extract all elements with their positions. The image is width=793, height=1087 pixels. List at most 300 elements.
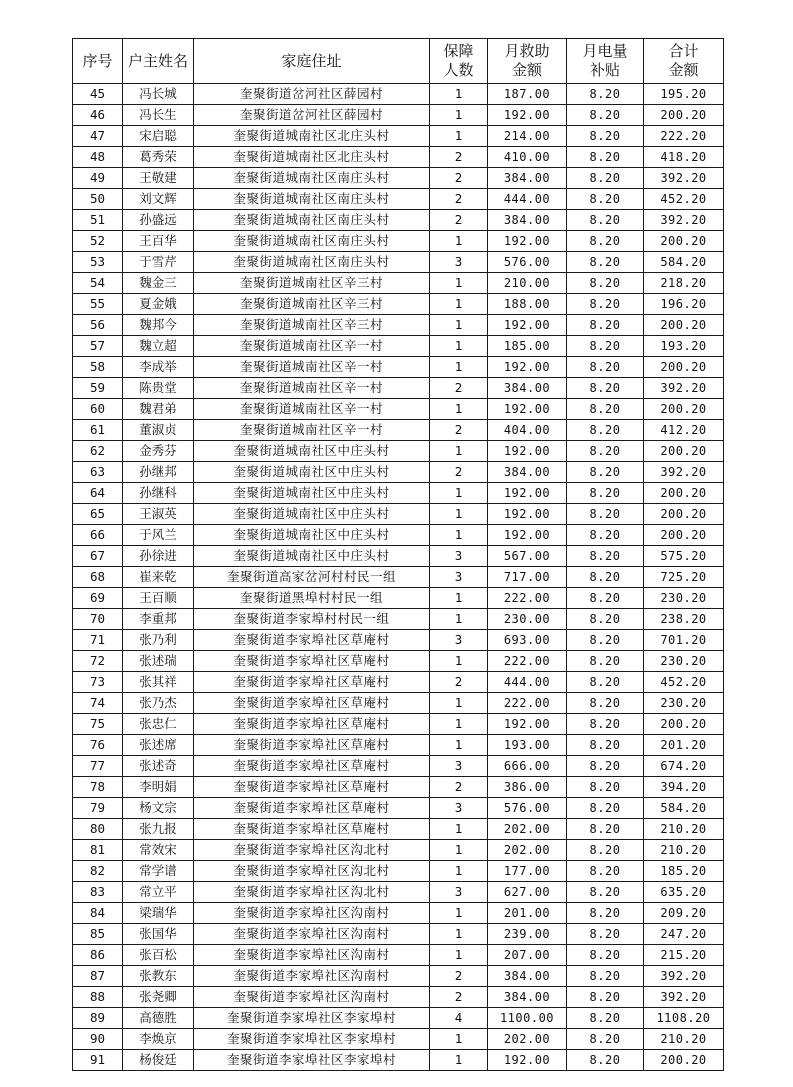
cell-aid: 384.00 [488, 210, 567, 231]
cell-aid: 192.00 [488, 1050, 567, 1071]
cell-name: 孙继科 [123, 483, 194, 504]
table-row [73, 483, 724, 504]
cell-aid: 202.00 [488, 1029, 567, 1050]
cell-electric: 8.20 [567, 567, 644, 588]
cell-persons: 1 [430, 105, 488, 126]
cell-name: 葛秀荣 [123, 147, 194, 168]
cell-address: 奎聚街道李家埠社区草庵村 [194, 672, 430, 693]
cell-electric: 8.20 [567, 693, 644, 714]
cell-persons: 1 [430, 315, 488, 336]
cell-address: 奎聚街道城南社区中庄头村 [194, 504, 430, 525]
table-row [73, 378, 724, 399]
cell-total: 575.20 [644, 546, 724, 567]
table-row [73, 966, 724, 987]
cell-electric: 8.20 [567, 441, 644, 462]
cell-persons: 2 [430, 210, 488, 231]
cell-aid: 444.00 [488, 672, 567, 693]
cell-aid: 404.00 [488, 420, 567, 441]
cell-persons: 2 [430, 147, 488, 168]
cell-electric: 8.20 [567, 777, 644, 798]
cell-address: 奎聚街道城南社区辛三村 [194, 315, 430, 336]
cell-seq: 86 [73, 945, 123, 966]
cell-total: 196.20 [644, 294, 724, 315]
cell-total: 674.20 [644, 756, 724, 777]
cell-total: 200.20 [644, 357, 724, 378]
cell-name: 于风兰 [123, 525, 194, 546]
cell-persons: 3 [430, 546, 488, 567]
cell-persons: 1 [430, 273, 488, 294]
cell-address: 奎聚街道李家埠村村民一组 [194, 609, 430, 630]
table-row [73, 630, 724, 651]
cell-seq: 62 [73, 441, 123, 462]
cell-total: 247.20 [644, 924, 724, 945]
table-row [73, 105, 724, 126]
cell-name: 杨文宗 [123, 798, 194, 819]
table-row [73, 987, 724, 1008]
cell-electric: 8.20 [567, 189, 644, 210]
cell-electric: 8.20 [567, 483, 644, 504]
table-row [73, 1050, 724, 1071]
cell-persons: 3 [430, 756, 488, 777]
cell-aid: 214.00 [488, 126, 567, 147]
cell-address: 奎聚街道城南社区辛一村 [194, 357, 430, 378]
cell-total: 218.20 [644, 273, 724, 294]
table-row [73, 210, 724, 231]
table-row [73, 651, 724, 672]
cell-aid: 666.00 [488, 756, 567, 777]
cell-electric: 8.20 [567, 966, 644, 987]
cell-electric: 8.20 [567, 420, 644, 441]
table-row [73, 399, 724, 420]
table-row [73, 756, 724, 777]
header-address: 家庭住址 [194, 39, 430, 84]
cell-electric: 8.20 [567, 819, 644, 840]
table-row [73, 777, 724, 798]
cell-electric: 8.20 [567, 357, 644, 378]
cell-seq: 87 [73, 966, 123, 987]
cell-total: 230.20 [644, 588, 724, 609]
cell-total: 418.20 [644, 147, 724, 168]
cell-address: 奎聚街道城南社区南庄头村 [194, 252, 430, 273]
cell-address: 奎聚街道城南社区中庄头村 [194, 525, 430, 546]
cell-name: 张尧卿 [123, 987, 194, 1008]
cell-seq: 78 [73, 777, 123, 798]
cell-total: 230.20 [644, 693, 724, 714]
cell-total: 1108.20 [644, 1008, 724, 1029]
cell-total: 210.20 [644, 840, 724, 861]
cell-name: 董淑贞 [123, 420, 194, 441]
cell-name: 陈贵堂 [123, 378, 194, 399]
cell-address: 奎聚街道李家埠社区草庵村 [194, 798, 430, 819]
cell-total: 394.20 [644, 777, 724, 798]
cell-address: 奎聚街道李家埠社区草庵村 [194, 630, 430, 651]
cell-name: 魏立超 [123, 336, 194, 357]
cell-total: 392.20 [644, 987, 724, 1008]
cell-name: 李焕京 [123, 1029, 194, 1050]
cell-aid: 386.00 [488, 777, 567, 798]
cell-address: 奎聚街道岔河社区薛园村 [194, 84, 430, 105]
table-row [73, 273, 724, 294]
cell-electric: 8.20 [567, 147, 644, 168]
cell-address: 奎聚街道岔河社区薛园村 [194, 105, 430, 126]
cell-total: 635.20 [644, 882, 724, 903]
cell-aid: 185.00 [488, 336, 567, 357]
cell-name: 魏君弟 [123, 399, 194, 420]
cell-seq: 48 [73, 147, 123, 168]
cell-persons: 1 [430, 525, 488, 546]
cell-seq: 76 [73, 735, 123, 756]
cell-aid: 192.00 [488, 441, 567, 462]
cell-persons: 3 [430, 252, 488, 273]
cell-name: 张九报 [123, 819, 194, 840]
cell-electric: 8.20 [567, 588, 644, 609]
table-row [73, 84, 724, 105]
cell-name: 冯长城 [123, 84, 194, 105]
cell-address: 奎聚街道城南社区辛三村 [194, 294, 430, 315]
cell-electric: 8.20 [567, 672, 644, 693]
cell-address: 奎聚街道李家埠社区草庵村 [194, 735, 430, 756]
cell-address: 奎聚街道李家埠社区沟南村 [194, 945, 430, 966]
cell-seq: 84 [73, 903, 123, 924]
cell-aid: 222.00 [488, 693, 567, 714]
cell-persons: 3 [430, 630, 488, 651]
cell-persons: 1 [430, 819, 488, 840]
cell-persons: 1 [430, 441, 488, 462]
cell-name: 冯长生 [123, 105, 194, 126]
header-total: 合计 金额 [644, 39, 724, 84]
cell-name: 魏邦今 [123, 315, 194, 336]
cell-name: 宋启聪 [123, 126, 194, 147]
cell-persons: 4 [430, 1008, 488, 1029]
cell-electric: 8.20 [567, 252, 644, 273]
cell-electric: 8.20 [567, 378, 644, 399]
cell-seq: 57 [73, 336, 123, 357]
cell-persons: 2 [430, 777, 488, 798]
cell-address: 奎聚街道城南社区辛三村 [194, 273, 430, 294]
cell-address: 奎聚街道黑埠村村民一组 [194, 588, 430, 609]
cell-persons: 2 [430, 420, 488, 441]
cell-name: 常立平 [123, 882, 194, 903]
cell-total: 230.20 [644, 651, 724, 672]
cell-address: 奎聚街道李家埠社区沟南村 [194, 987, 430, 1008]
cell-name: 魏金三 [123, 273, 194, 294]
cell-name: 李明娟 [123, 777, 194, 798]
cell-seq: 66 [73, 525, 123, 546]
cell-total: 200.20 [644, 441, 724, 462]
cell-electric: 8.20 [567, 336, 644, 357]
cell-address: 奎聚街道李家埠社区草庵村 [194, 693, 430, 714]
cell-aid: 201.00 [488, 903, 567, 924]
cell-persons: 1 [430, 735, 488, 756]
cell-persons: 2 [430, 168, 488, 189]
cell-persons: 2 [430, 987, 488, 1008]
cell-aid: 384.00 [488, 966, 567, 987]
cell-aid: 207.00 [488, 945, 567, 966]
cell-seq: 79 [73, 798, 123, 819]
cell-address: 奎聚街道李家埠社区草庵村 [194, 651, 430, 672]
cell-seq: 50 [73, 189, 123, 210]
cell-name: 常学谱 [123, 861, 194, 882]
cell-aid: 230.00 [488, 609, 567, 630]
cell-seq: 65 [73, 504, 123, 525]
cell-address: 奎聚街道李家埠社区李家埠村 [194, 1008, 430, 1029]
cell-aid: 192.00 [488, 357, 567, 378]
cell-total: 200.20 [644, 399, 724, 420]
cell-seq: 61 [73, 420, 123, 441]
table-row [73, 420, 724, 441]
cell-seq: 54 [73, 273, 123, 294]
cell-persons: 1 [430, 357, 488, 378]
cell-address: 奎聚街道城南社区南庄头村 [194, 189, 430, 210]
cell-persons: 1 [430, 336, 488, 357]
cell-seq: 60 [73, 399, 123, 420]
cell-total: 222.20 [644, 126, 724, 147]
cell-total: 701.20 [644, 630, 724, 651]
cell-persons: 1 [430, 84, 488, 105]
cell-total: 185.20 [644, 861, 724, 882]
cell-name: 张百松 [123, 945, 194, 966]
cell-address: 奎聚街道李家埠社区沟南村 [194, 966, 430, 987]
cell-total: 392.20 [644, 210, 724, 231]
cell-address: 奎聚街道城南社区辛一村 [194, 399, 430, 420]
cell-seq: 90 [73, 1029, 123, 1050]
cell-persons: 1 [430, 714, 488, 735]
table-row [73, 504, 724, 525]
cell-address: 奎聚街道李家埠社区草庵村 [194, 756, 430, 777]
cell-address: 奎聚街道李家埠社区沟北村 [194, 840, 430, 861]
cell-name: 崔来乾 [123, 567, 194, 588]
table-row [73, 840, 724, 861]
table-row [73, 945, 724, 966]
cell-electric: 8.20 [567, 546, 644, 567]
cell-name: 夏金娥 [123, 294, 194, 315]
cell-address: 奎聚街道城南社区南庄头村 [194, 168, 430, 189]
cell-total: 200.20 [644, 714, 724, 735]
cell-seq: 81 [73, 840, 123, 861]
cell-total: 412.20 [644, 420, 724, 441]
cell-name: 张国华 [123, 924, 194, 945]
cell-total: 392.20 [644, 168, 724, 189]
cell-persons: 1 [430, 609, 488, 630]
cell-electric: 8.20 [567, 168, 644, 189]
assistance-table [72, 38, 724, 1071]
cell-address: 奎聚街道李家埠社区草庵村 [194, 714, 430, 735]
cell-persons: 1 [430, 861, 488, 882]
table-row [73, 588, 724, 609]
cell-seq: 85 [73, 924, 123, 945]
cell-address: 奎聚街道城南社区辛一村 [194, 420, 430, 441]
cell-persons: 1 [430, 231, 488, 252]
cell-total: 584.20 [644, 252, 724, 273]
cell-name: 王淑英 [123, 504, 194, 525]
cell-aid: 222.00 [488, 588, 567, 609]
cell-address: 奎聚街道城南社区中庄头村 [194, 483, 430, 504]
table-row [73, 882, 724, 903]
cell-electric: 8.20 [567, 504, 644, 525]
header-electric: 月电量 补贴 [567, 39, 644, 84]
cell-total: 210.20 [644, 819, 724, 840]
table-row [73, 1029, 724, 1050]
cell-address: 奎聚街道城南社区北庄头村 [194, 126, 430, 147]
cell-seq: 88 [73, 987, 123, 1008]
cell-aid: 384.00 [488, 462, 567, 483]
cell-persons: 1 [430, 504, 488, 525]
cell-total: 209.20 [644, 903, 724, 924]
cell-total: 195.20 [644, 84, 724, 105]
table-row [73, 693, 724, 714]
cell-seq: 56 [73, 315, 123, 336]
cell-seq: 80 [73, 819, 123, 840]
cell-name: 孙盛远 [123, 210, 194, 231]
cell-persons: 1 [430, 294, 488, 315]
cell-electric: 8.20 [567, 105, 644, 126]
table-row [73, 126, 724, 147]
cell-seq: 49 [73, 168, 123, 189]
cell-name: 杨俊廷 [123, 1050, 194, 1071]
cell-aid: 192.00 [488, 714, 567, 735]
cell-name: 孙继邦 [123, 462, 194, 483]
cell-seq: 68 [73, 567, 123, 588]
cell-persons: 1 [430, 840, 488, 861]
table-row [73, 714, 724, 735]
cell-electric: 8.20 [567, 651, 644, 672]
cell-electric: 8.20 [567, 525, 644, 546]
cell-total: 200.20 [644, 315, 724, 336]
cell-aid: 188.00 [488, 294, 567, 315]
cell-persons: 1 [430, 945, 488, 966]
cell-aid: 202.00 [488, 840, 567, 861]
cell-seq: 55 [73, 294, 123, 315]
cell-electric: 8.20 [567, 609, 644, 630]
cell-aid: 567.00 [488, 546, 567, 567]
cell-name: 张述奇 [123, 756, 194, 777]
cell-name: 李重邦 [123, 609, 194, 630]
cell-address: 奎聚街道李家埠社区沟南村 [194, 924, 430, 945]
cell-persons: 1 [430, 651, 488, 672]
cell-seq: 59 [73, 378, 123, 399]
cell-total: 452.20 [644, 672, 724, 693]
table-row [73, 231, 724, 252]
cell-name: 张忠仁 [123, 714, 194, 735]
cell-address: 奎聚街道城南社区南庄头村 [194, 231, 430, 252]
cell-seq: 83 [73, 882, 123, 903]
cell-total: 200.20 [644, 231, 724, 252]
table-row [73, 336, 724, 357]
cell-total: 200.20 [644, 483, 724, 504]
cell-seq: 52 [73, 231, 123, 252]
cell-electric: 8.20 [567, 882, 644, 903]
header-persons: 保障 人数 [430, 39, 488, 84]
cell-electric: 8.20 [567, 210, 644, 231]
table-row [73, 462, 724, 483]
table-row [73, 1008, 724, 1029]
cell-electric: 8.20 [567, 462, 644, 483]
cell-total: 200.20 [644, 504, 724, 525]
cell-seq: 75 [73, 714, 123, 735]
cell-aid: 410.00 [488, 147, 567, 168]
cell-aid: 210.00 [488, 273, 567, 294]
cell-seq: 69 [73, 588, 123, 609]
cell-electric: 8.20 [567, 273, 644, 294]
cell-electric: 8.20 [567, 126, 644, 147]
cell-address: 奎聚街道城南社区中庄头村 [194, 441, 430, 462]
cell-aid: 576.00 [488, 798, 567, 819]
cell-electric: 8.20 [567, 945, 644, 966]
cell-aid: 202.00 [488, 819, 567, 840]
cell-persons: 3 [430, 882, 488, 903]
cell-name: 梁瑞华 [123, 903, 194, 924]
cell-persons: 1 [430, 1029, 488, 1050]
cell-name: 张教东 [123, 966, 194, 987]
table-row [73, 609, 724, 630]
cell-seq: 46 [73, 105, 123, 126]
table-row [73, 567, 724, 588]
cell-total: 725.20 [644, 567, 724, 588]
cell-persons: 1 [430, 126, 488, 147]
cell-electric: 8.20 [567, 798, 644, 819]
cell-name: 张述席 [123, 735, 194, 756]
cell-aid: 576.00 [488, 252, 567, 273]
cell-electric: 8.20 [567, 987, 644, 1008]
cell-electric: 8.20 [567, 294, 644, 315]
cell-name: 王敬建 [123, 168, 194, 189]
cell-address: 奎聚街道李家埠社区草庵村 [194, 777, 430, 798]
cell-seq: 71 [73, 630, 123, 651]
cell-address: 奎聚街道李家埠社区沟南村 [194, 903, 430, 924]
cell-persons: 1 [430, 483, 488, 504]
cell-persons: 2 [430, 672, 488, 693]
table-row [73, 735, 724, 756]
cell-electric: 8.20 [567, 84, 644, 105]
cell-aid: 693.00 [488, 630, 567, 651]
cell-total: 193.20 [644, 336, 724, 357]
cell-electric: 8.20 [567, 315, 644, 336]
cell-total: 200.20 [644, 105, 724, 126]
cell-persons: 2 [430, 462, 488, 483]
cell-persons: 2 [430, 966, 488, 987]
cell-total: 238.20 [644, 609, 724, 630]
cell-seq: 51 [73, 210, 123, 231]
table-row [73, 147, 724, 168]
cell-address: 奎聚街道李家埠社区李家埠村 [194, 1050, 430, 1071]
cell-name: 金秀芬 [123, 441, 194, 462]
cell-persons: 1 [430, 693, 488, 714]
cell-electric: 8.20 [567, 756, 644, 777]
cell-aid: 384.00 [488, 168, 567, 189]
cell-persons: 1 [430, 924, 488, 945]
cell-persons: 2 [430, 189, 488, 210]
table-header-row [73, 39, 724, 84]
table-row [73, 819, 724, 840]
table-row [73, 798, 724, 819]
cell-aid: 177.00 [488, 861, 567, 882]
cell-total: 392.20 [644, 966, 724, 987]
table-row [73, 903, 724, 924]
cell-name: 高德胜 [123, 1008, 194, 1029]
cell-seq: 77 [73, 756, 123, 777]
cell-electric: 8.20 [567, 924, 644, 945]
cell-total: 392.20 [644, 462, 724, 483]
cell-address: 奎聚街道李家埠社区沟北村 [194, 861, 430, 882]
cell-seq: 70 [73, 609, 123, 630]
cell-electric: 8.20 [567, 231, 644, 252]
cell-aid: 187.00 [488, 84, 567, 105]
cell-persons: 3 [430, 798, 488, 819]
cell-persons: 3 [430, 567, 488, 588]
cell-aid: 192.00 [488, 504, 567, 525]
document-page [72, 38, 723, 1071]
cell-total: 392.20 [644, 378, 724, 399]
